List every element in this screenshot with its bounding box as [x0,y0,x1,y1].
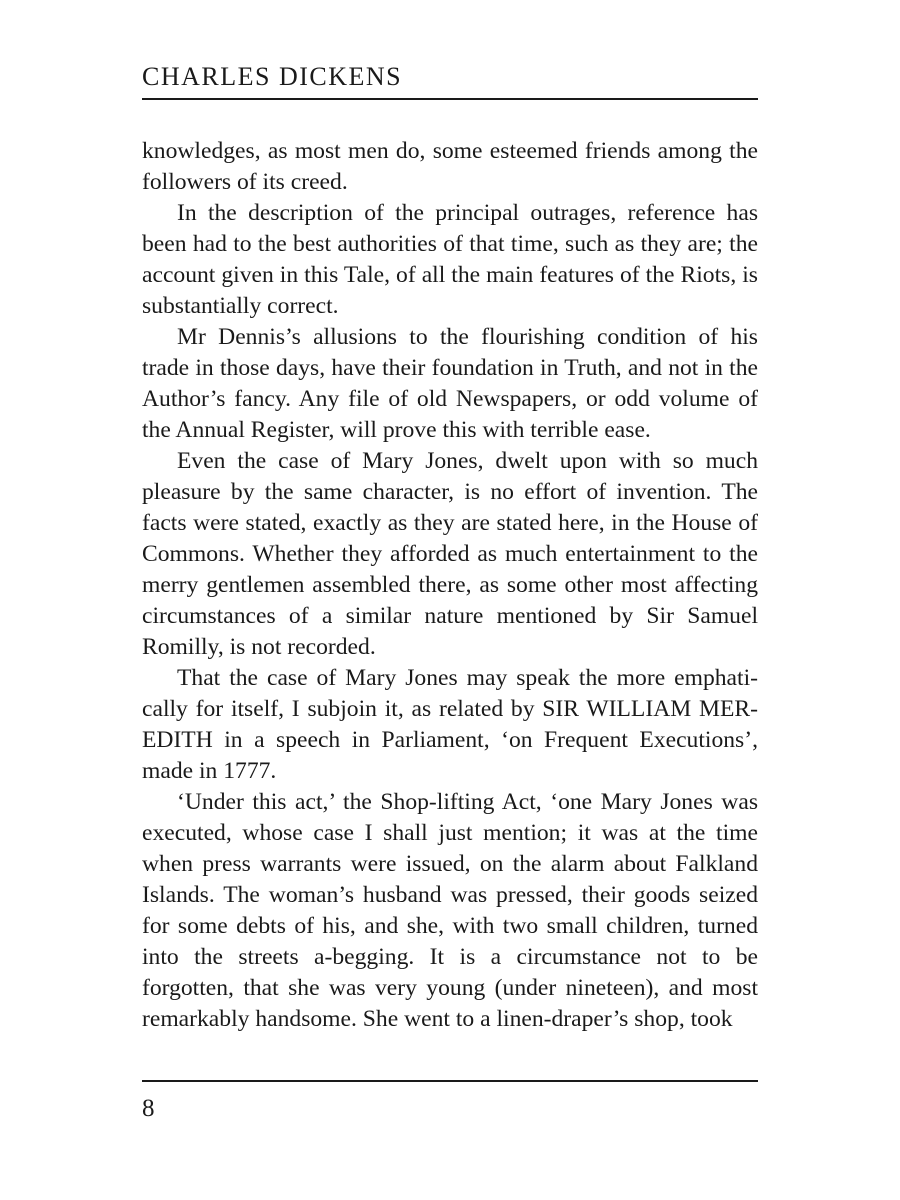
body-text [142,136,758,1035]
paragraph: That the case of Mary Jones may speak the more emphatically for itself, I subjoin it, as related by SIR WILLIAM MEREDITH in a speech in Parliament, ‘on Frequent Executions’, made in 1777. [142,665,758,784]
paragraph: Mr Dennis’s allusions to the flourishing condition of his trade in those days, have their foundation in Truth, and not in the Author’s fancy. Any file of old Newspapers, or odd volume of the Annual Register, will prove this with terrible ease. [142,324,758,443]
header-rule [142,98,758,100]
paragraph: knowledges, as most men do, some esteemed friends among the followers of its creed. [142,138,758,195]
paragraph: In the description of the principal outrages, reference has been had to the best authorities of that time, such as they are; the account given in this Tale, of all the main features of the Riots, is substantially correct. [142,200,758,319]
page-header [142,62,758,100]
paragraph: Even the case of Mary Jones, dwelt upon with so much pleasure by the same character, is no effort of invention. The facts were stated, exactly as they are stated here, in the House of Commons. Whether they afforded as much entertainment to the merry gentlemen assembled there, as some other most affecting circumstances of a similar nature mentioned by Sir Samuel Romilly, is not recorded. [142,448,758,660]
running-head: CHARLES DICKENS [142,62,403,91]
page-footer [142,1080,758,1124]
footer-rule [142,1080,758,1082]
page-number: 8 [142,1095,155,1122]
paragraph: ‘Under this act,’ the Shop-lifting Act, ‘one Mary Jones was executed, whose case I shall just mention; it was at the time when press warrants were issued, on the alarm about Falkland Islands. The woman’s husband was pressed, their goods seized for some debts of his, and she, with two small children, turned into the streets a-begging. It is a circumstance not to be forgotten, that she was very young (under nineteen), and most remarkably handsome. She went to a linen-draper’s shop, took [142,789,758,1032]
